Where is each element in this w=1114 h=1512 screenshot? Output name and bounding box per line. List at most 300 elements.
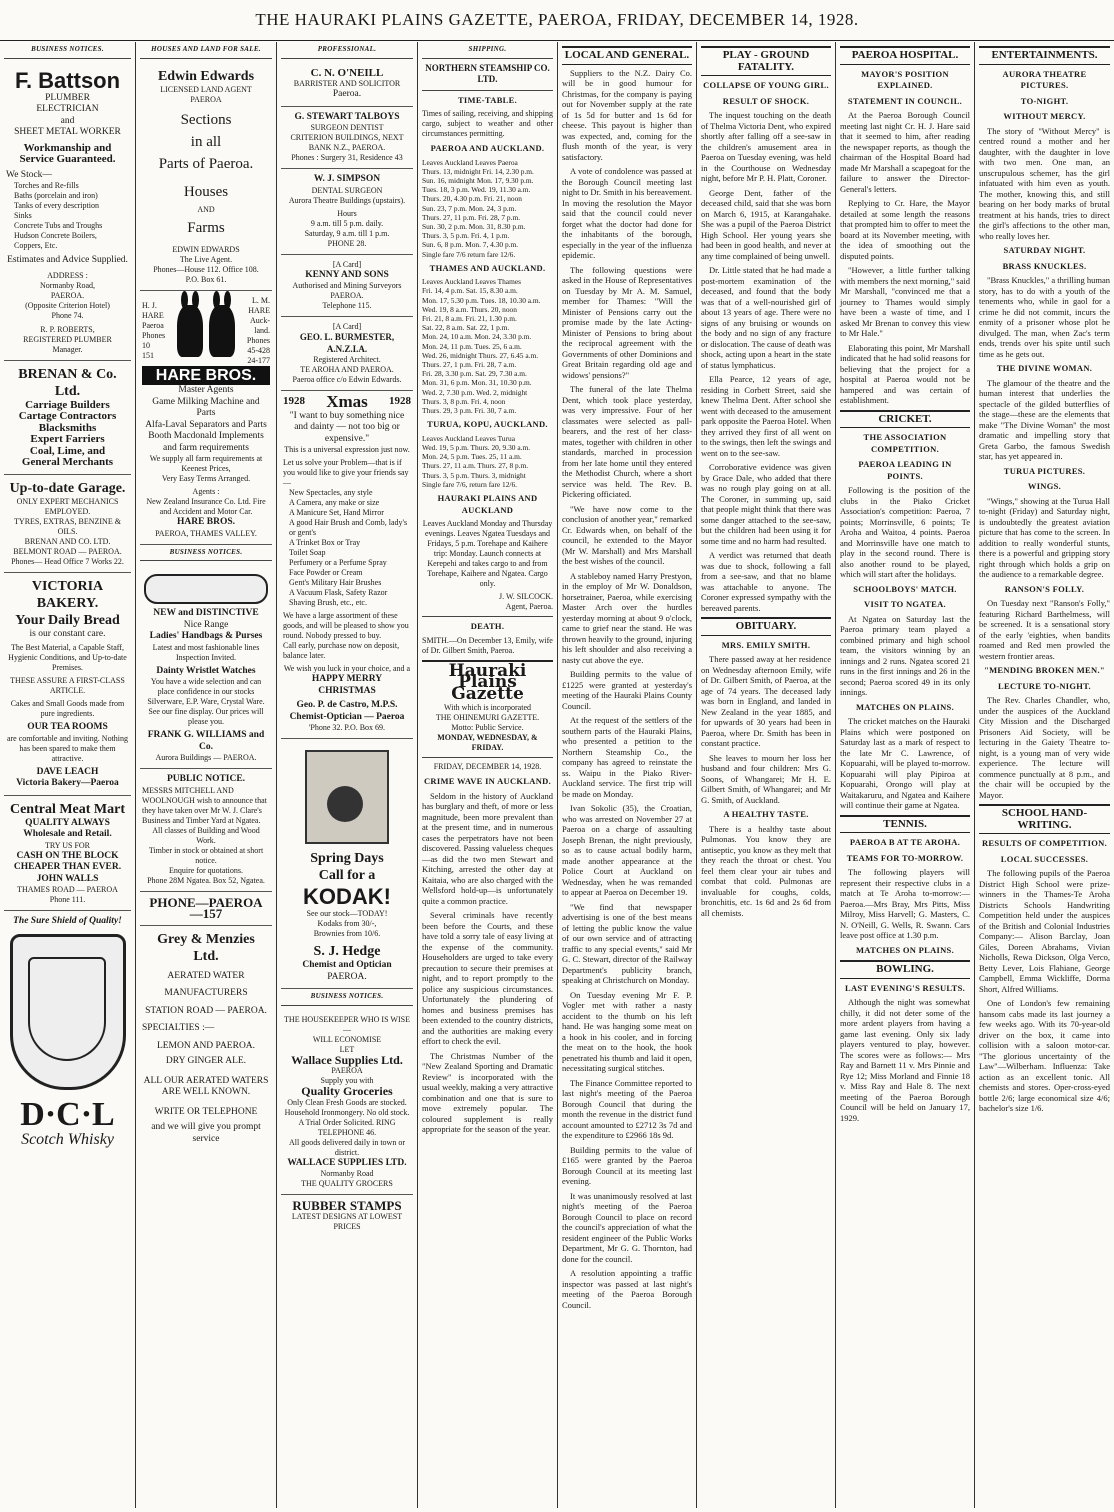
ad-line: Phones — [246, 335, 270, 345]
route-row: Sun. 6, 8 p.m. Mon. 7, 4.30 p.m. — [422, 240, 519, 250]
route-row: Sat. 22, 8 a.m. Sat. 22, 1 p.m. — [422, 323, 510, 333]
ad-line: Dainty Wristlet Watches — [156, 665, 256, 676]
burmester-card — [281, 317, 413, 391]
ad-line: THESE ASSURE A FIRST-CLASS ARTICLE. — [10, 676, 125, 695]
paragraph: A vote of condolence was passed at the Borough Council meeting last night to Dr. Smith in his bereavement. In moving the resolution the Mayor said that the council could never forget what the doctor had done for the inhabitants of the borough, especially in the year of the influenza epidemic. — [562, 166, 692, 260]
ad-line: Phones— Head Office 7 Works 22. — [11, 556, 124, 566]
ad-line: HAPPY MERRY CHRISTMAS — [311, 674, 383, 696]
article-body — [840, 997, 970, 1123]
article-subheading: LOCAL SUCCESSES. — [1000, 853, 1089, 864]
paragraph: A stableboy named Harry Prestyon, in the employ of Mr W. Donaldson, horsetrainer, Paeroa, while exercising Master Arch over the hurdles yesterday morning at about 9 o'clock, came to grief near the stand. He was thrown heavily to the ground, injuring his left shoulder and also receiving a nasty cut above the eye. — [562, 570, 692, 665]
ad-line: WRITE OR TELEPHONE — [154, 1106, 258, 1117]
advertiser-name: G. STEWART TALBOYS — [294, 111, 400, 122]
route-row: Fri. 14, 4 p.m. Sat. 15, 8.30 a.m. — [422, 286, 518, 296]
ad-line: DAVE LEACH — [36, 766, 99, 777]
route-row: Fri. 28, 3.30 p.m. Sat. 29, 7.30 a.m. — [422, 369, 527, 379]
ad-line: Booth Macdonald Implements and farm requirements — [148, 431, 264, 453]
advertiser-name: F. Battson — [14, 67, 121, 93]
article-subheading: A HEALTHY TASTE. — [723, 809, 809, 819]
ad-line: Phones — [142, 330, 166, 340]
article-subheading: MATCHES ON PLAINS. — [855, 944, 955, 955]
ad-line: PAEROA. — [327, 971, 367, 982]
paragraph: "Brass Knuckles," a thrilling human story, has to do with a youth of the tenements who, while in gaol for a crime he did not commit, incurs the enmity of a prisoner whose plot he divulged. The man, when Zac's term ends, trends over his spite until such time as he gets out. — [979, 275, 1110, 359]
ad-line: STATION ROAD — PAEROA. — [145, 1005, 267, 1016]
article-subheading: RANSON'S FOLLY. — [1004, 583, 1085, 594]
ad-line: Aurora Theatre Buildings (upstairs). — [288, 195, 406, 205]
ad-line: and we will give you prompt service — [151, 1122, 261, 1144]
article-heading: TENNIS. — [840, 815, 970, 834]
ad-line: land. — [254, 325, 270, 335]
article-body — [979, 598, 1110, 661]
route-title: THAMES AND AUCKLAND. — [429, 262, 546, 273]
article-heading: OBITUARY. — [701, 617, 831, 636]
paragraph: At Ngatea on Saturday last the Paeroa primary team played a combined primary and high school team, the visitors winning by an innings and 2 runs. Ngatea scored 21 runs in the first innings and 26 in the second; Paeroa scored 49 in its only innings. — [840, 613, 970, 697]
xmas-title: Xmas — [326, 392, 368, 411]
ad-line: 45-428 — [247, 345, 270, 355]
kodak-ad — [281, 739, 413, 989]
column-hospital-sport — [836, 42, 975, 1508]
article-subheading: RESULTS OF COMPETITION. — [981, 838, 1108, 848]
ad-line: [A Card] — [332, 259, 362, 269]
route-row: Wed. 19, 5 p.m. Thurs. 20, 9.30 a.m. — [422, 442, 531, 452]
ad-line: Ladies' Handbags & Purses — [149, 631, 263, 641]
ad-line: Chemist-Optician — Paeroa — [289, 711, 405, 722]
ad-line: See our stock—TODAY! — [306, 909, 388, 918]
article-subheading: VISIT TO NGATEA. — [864, 599, 946, 609]
ad-line: HARE — [142, 310, 164, 320]
stock-item: Sinks — [14, 211, 32, 220]
stock-item: Torches and Re-fills — [14, 181, 79, 190]
ad-line: NEW and DISTINCTIVE — [153, 608, 259, 618]
ad-line: Your Daily Bread — [15, 612, 120, 628]
article-body — [979, 695, 1110, 800]
paragraph: It was unanimously resolved at last night's meeting of the Paeroa Borough Council to place on record the council's appreciation of what the resident engineer of the Public Works Department, Mr G. G. Thornton, had done for the council. — [562, 1190, 692, 1264]
article-body — [840, 614, 970, 698]
ad-line: Call early, purchase now on deposit, balance later. — [283, 641, 400, 660]
ad-line: ELECTRICIAN — [36, 104, 99, 114]
ad-line: LATEST DESIGNS AT LOWEST PRICES — [291, 1211, 403, 1231]
ad-line: Latest and most fashionable lines Inspection Invited. — [152, 642, 260, 662]
ad-line: Chemist and Optician — [302, 960, 392, 970]
paragraph: Several criminals have recently been before the Courts, and these have told a sorry tale of easy living at the expense of the community. Householders are urged to take every precaution to secure their premises at night, and to report promptly to the police any suspicious circumstances. Unfortunately the plundering of homes and business premises has been extended to the country districts, and the authorities are making every effort to check the evil. — [422, 910, 553, 1046]
ad-line: Saturday, 9 a.m. till 1 p.m. — [304, 228, 390, 238]
nameplate-line: THE OHINEMURI GAZETTE. — [435, 713, 540, 722]
paragraph: The cricket matches on the Hauraki Plains which were postponed on Saturday last as a mark of respect to the late Mr C. Lawrence, of Kopuarahi, will be played to-morrow. Kopuarahi will play Pipiroa at Kopuarahi, Orongo will play at Waitakaruru, and Ngatea and Kaihere will continue their game at Ngatea. — [840, 716, 970, 810]
gift-item: A Manicure Set, Hand Mirror — [289, 508, 384, 517]
gift-item: A Trinket Box or Tray — [289, 538, 361, 547]
ad-line: TE AROHA AND PAEROA. — [300, 365, 394, 374]
year-label: 1928 — [283, 395, 305, 407]
ad-line: Enquire for quotations. — [169, 865, 243, 875]
newspaper-nameplate: Hauraki Plains Gazette — [448, 660, 527, 704]
year-label: 1928 — [389, 395, 411, 407]
death-notice: SMITH.—On December 13, Emily, wife of Dr. Gilbert Smith, Paeroa. — [422, 635, 553, 655]
edwards-ad — [140, 63, 272, 291]
advertiser-name: BRENAN & Co. Ltd. — [18, 366, 117, 399]
ad-line: PAEROA. — [330, 291, 364, 300]
ad-line: are comfortable and inviting. Nothing has been spared to make them attractive. — [6, 733, 129, 763]
ad-line: ADDRESS : — [47, 270, 88, 280]
article-subheading: BRASS KNUCKLES. — [1002, 260, 1087, 271]
article-body — [979, 998, 1110, 1114]
article-subheading: SATURDAY NIGHT. — [1003, 245, 1086, 255]
section-label: BUSINESS NOTICES. — [281, 989, 413, 1006]
brenan-ad — [4, 361, 131, 475]
ad-line: H. J. — [142, 300, 157, 310]
paragraph: One of London's few remaining hansom cabs made its last journey a few weeks ago. With its 70-year-old driver on the box, it came into collision with a saloon motor-car. "The glorious uncertainty of the Law"—Wilberham. Influenza: Take action as an excellent tonic. All chemists and stores. Oper-cross-eyed bottle 2/6; large economical size 4/6; bachelor's size 1/6. — [979, 998, 1110, 1113]
ad-line: Phones : Surgery 31, Residence 43 — [291, 153, 403, 162]
ad-line: Master Agents — [178, 385, 234, 395]
ad-line: Authorised and Mining Surveyors — [292, 281, 402, 290]
article-subheading: TO-NIGHT. — [1020, 95, 1069, 106]
ad-line: Brownies from 10/6. — [313, 929, 381, 938]
article-subheading: WINGS. — [1027, 481, 1062, 491]
stock-item: Hudson Concrete Boilers, — [14, 231, 97, 240]
ad-line: R. P. ROBERTS, — [40, 324, 95, 334]
ad-line: Phone 74. — [51, 310, 84, 320]
column-local-general — [558, 42, 697, 1508]
ad-line: Phones—House 112. Office 108. — [153, 264, 259, 274]
ad-line: DRY GINGER ALE. — [165, 1056, 247, 1066]
ad-line: Cartage Contractors — [18, 410, 117, 422]
grey-menzies-ad — [140, 926, 272, 1151]
article-body — [840, 485, 970, 580]
advertiser-name: Geo. P. de Castro, M.P.S. — [296, 700, 398, 710]
ad-line: CRITERION BUILDINGS, NEXT BANK N.Z., PAEROA. — [290, 133, 404, 152]
route-table — [422, 158, 553, 259]
ad-tagline: The Sure Shield of Quality! — [13, 916, 122, 926]
stock-item: Baths (porcelain and iron) — [14, 191, 98, 200]
paragraph: Elaborating this point, Mr Marshall indicated that he had solid reasons for believing that the project for a hospital at Paeroa would not be hampered and was certain of establishment. — [840, 342, 970, 405]
paragraph: Building permits to the value of £1225 were granted at yesterday's meeting of the Hauraki Plains County Council. — [562, 669, 692, 711]
paragraph: Ella Pearce, 12 years of age, residing in Corbett Street, said she knew Thelma Dent. After school she went with deceased to the amusement park opposite the Paeroa Hotel. When they arrived they first of all went on to the swings, then left the swings and went on to the see-saw. — [701, 374, 831, 458]
ad-line: The Live Agent. — [179, 254, 233, 264]
ad-line: We wish you luck in your choice, and a — [283, 664, 411, 673]
article-subheading: AURORA THEATRE PICTURES. — [1002, 68, 1087, 90]
paragraph: There is a healthy taste about Pulmonas. You know they are antiseptic, you know as they melt that they reach the throat or chest. You feel them clear your air tubes and combat that cold. Pulmonas are invaluable for coughs, colds, bronchitis, etc. 1s 6d and 2s 6d from all chemists. — [701, 823, 831, 918]
ad-line: and — [60, 115, 75, 126]
paragraph: The Rev. Charles Chandler, who, under the auspices of the Auckland City Mission and the Discharged Prisoners Aid Society, will be lecturing in the Gaiety Theatre to-night, is a young man of very wide experience. The lecture will commence punctually at 8 p.m., and the chair will be occupied by the Mayor. — [979, 695, 1110, 800]
paragraph: The funeral of the late Thelma Dent, which took place yesterday, was very impressive. Four of her classmates were selected as pall-bearers, and the rest of her class-mates, together with children in other standards, marched in procession from her late home until they entered the Methodist Church, where a short service was held. The Rev. B. Pickering officiated. — [562, 384, 692, 499]
ad-line: Phone 28M Ngatea. Box 52, Ngatea. — [147, 875, 265, 885]
paragraph: Replying to Cr. Hare, the Mayor detailed at some length the reasons that prompted him to offer to meet the board at its November meeting, with the idea of smoothing out the disputed points. — [840, 198, 970, 261]
gift-item: Gent's Military Hair Brushes — [289, 578, 382, 587]
ad-line: OUR TEA ROOMS — [27, 722, 108, 732]
article-body — [979, 868, 1110, 994]
meat-mart-ad — [4, 796, 131, 912]
article-body — [701, 824, 831, 919]
article-body — [422, 791, 553, 1135]
article-body — [562, 68, 692, 1311]
route-row: Mon. 31, 6 p.m. Mon. 31, 10.30 p.m. — [422, 378, 532, 388]
timetable-title: TIME-TABLE. — [457, 94, 518, 105]
ad-line: Phone 111. — [49, 895, 86, 904]
ad-line: Normanby Road, — [39, 280, 96, 290]
ad-line: Telephone 115. — [322, 301, 372, 310]
advertiser-name: Edwin Edwards — [157, 68, 255, 84]
route-row: Thurs. 27, 1 p.m. Fri. 28, 7 a.m. — [422, 360, 517, 370]
route-row: Single fare 7/6, return fare 12/6. — [422, 479, 518, 489]
advertiser-name: FRANK G. WILLIAMS and Co. — [147, 730, 265, 752]
route-row: Fri. 21, 8 a.m. Fri. 21, 1.30 p.m. — [422, 314, 517, 324]
ad-line: Nice Range — [183, 619, 229, 630]
route-row: Leaves Auckland Leaves Paeroa — [422, 157, 518, 167]
paragraph: The glamour of the theatre and the human interest that underlies the spectacle of the gilded butterflies of the stage—these are the elements that make "The Divine Woman" the most dramatic and impelling story that Greta Garbo, the famous Swedish star, has yet appeared in. — [979, 377, 1110, 461]
paragraph: Following is the position of the clubs in the Piako Cricket Association's competition: Paeroa, 7 points; Morrinsville, 6 points; Te Aroha and Waitoa, 4 points. Paeroa and Morrinsville have one match to play in the second round. There is also another round to be played, which will start after the holidays. — [840, 485, 970, 579]
paragraph: The inquest touching on the death of Thelma Victoria Dent, who expired shortly after falling off a see-saw in the children's amusement area in Paeroa on Tuesday evening, was held in the Courthouse on Wednesday night, before Mr P. H. Platt, Coroner. — [701, 110, 831, 183]
ad-line: PAEROA — [190, 94, 222, 104]
ad-line: in all — [190, 133, 222, 150]
paragraph: Seldom in the history of Auckland has burglary and theft, of more or less magnitude, been more prevalent than at the present time, and in numerous cases the perpetrators have not been discovered. Passing valueless cheques—as did the two men Stewart and Kitching, arrested the other day at Kaitaia, who are also charged with the Wellsford hold-up—is unfortunately quite a common practice. — [422, 790, 553, 906]
ad-line: HARE BROS. — [176, 517, 236, 527]
paragraph: Corroborative evidence was given by Grace Dale, who added that there was no rough play going on at all. The Coroner, in summing up, said that people might think that there was some danger attached to the see-saw, but the children had been using it for some time and no harm had resulted. — [701, 462, 831, 546]
ad-line: See our fine display. Our prices will please you. — [148, 707, 264, 726]
route-row: Wed. 26, midnight Thurs. 27, 6.45 a.m. — [422, 350, 539, 360]
stock-item: Tanks of every description — [14, 201, 99, 210]
ad-line: [A Card] — [332, 322, 362, 331]
stock-item: Coppers, Etc. — [14, 241, 58, 250]
ad-tagline: Workmanship and Service Guaranteed. — [19, 141, 116, 165]
route-row: Thurs. 27, 11 p.m. Fri. 28, 7 p.m. — [422, 212, 521, 222]
route-row: Leaves Auckland Leaves Turua — [422, 433, 515, 443]
paragraph: George Dent, father of the deceased child, said that she was born on March 6, 1915, at Karangahake. She was a pupil of the Paeroa District High School. Her young years she had been in good health, and never at any time complained of being unwell. — [701, 187, 831, 261]
ad-line: 'Phone 32. P.O. Box 69. — [308, 723, 386, 732]
ad-line: THAMES ROAD — PAEROA — [17, 885, 118, 894]
agent-title: Agent, Paeroa. — [505, 602, 553, 611]
article-heading: BOWLING. — [840, 960, 970, 979]
route-table — [422, 277, 553, 415]
section-label: SHIPPING. — [422, 42, 553, 59]
article-body — [979, 496, 1110, 580]
ad-line: L. M. — [252, 295, 270, 305]
ad-line: EDWIN EDWARDS — [172, 244, 240, 254]
watch-icon — [144, 574, 268, 604]
advertiser-name: Grey & Menzies — [157, 931, 255, 947]
route-row: Thurs. 20, 4.30 p.m. Fri. 21, noon — [422, 194, 522, 204]
article-subheading: TEAMS FOR TO-MORROW. — [846, 852, 964, 863]
timetable-notice: Times of sailing, receiving, and shipping cargo, subject to weather and other circumstances permitting. — [422, 109, 553, 138]
ad-line: This is a universal expression just now. — [284, 445, 410, 454]
section-label: PROFESSIONAL. — [281, 42, 413, 59]
hare-bros-ad — [140, 291, 272, 545]
ad-line: LET — [339, 1044, 355, 1054]
ad-line: Registered Architect. — [313, 355, 381, 364]
ad-line: WALLACE SUPPLIES LTD. — [287, 1157, 407, 1168]
ad-line: Kodaks from 30/-, — [317, 919, 377, 928]
ad-line: General Merchants — [21, 456, 114, 468]
death-heading: DEATH. — [470, 621, 505, 631]
route-row: Thurs. 3, 5 p.m. Fri. 4, 1 p.m. — [422, 231, 510, 241]
ad-line: "I want to buy something nice and dainty — not too big or expensive." — [289, 410, 405, 444]
ad-line: 9 a.m. till 5 p.m. daily. — [310, 218, 384, 228]
ad-line: Spring Days — [310, 851, 384, 866]
article-subheading: THE DIVINE WOMAN. — [996, 363, 1093, 373]
section-label: BUSINESS NOTICES. — [4, 42, 131, 59]
ad-line: THE QUALITY GROCERS — [301, 1179, 393, 1188]
ad-line: PLUMBER — [45, 92, 90, 103]
column-houses-land — [136, 42, 277, 1508]
column-shipping — [418, 42, 558, 1508]
route-row: Wed. 2, 7.30 p.m. Wed. 2, midnight — [422, 387, 528, 397]
route-row: Thurs. 27, 11 a.m. Thurs. 27, 8 p.m. — [422, 461, 529, 471]
ad-line: JOHN WALLS — [36, 873, 99, 884]
column-professional — [277, 42, 418, 1508]
route-row: Mon. 24, 5 p.m. Tues. 25, 11 a.m. — [422, 452, 522, 462]
dcl-ad — [4, 911, 131, 1150]
ad-line: AERATED WATER — [167, 970, 245, 981]
ad-line: New Zealand Insurance Co. Ltd. Fire and Accident and Motor Car. — [146, 497, 266, 516]
ad-line: Estimates and Advice Supplied. — [7, 255, 128, 265]
article-body — [840, 716, 970, 811]
ad-line: BRENAN AND CO. LTD. — [24, 536, 111, 546]
article-body — [701, 654, 831, 805]
gift-item: New Spectacles, any style — [289, 488, 373, 497]
ad-line: All classes of Building and Wood Work. — [152, 825, 260, 845]
ad-line: Game Milking Machine and Parts — [152, 396, 260, 418]
ad-line: WILL ECONOMISE — [312, 1034, 382, 1044]
advertiser-name: VICTORIA BAKERY. — [31, 578, 104, 611]
paragraph: Building permits to the value of £165 were granted by the Paeroa Borough Council at its meeting last evening. — [562, 1144, 692, 1186]
paragraph: "We find that newspaper advertising is one of the best means of letting the public know the value of our own service and of attracting traffic to any special events," said Mr G. C. Stewart, director of the Railway Department's publicity branch, speaking at Christchurch on Monday. — [562, 901, 692, 985]
ad-line: Scotch Whisky — [21, 1130, 114, 1148]
section-label: HOUSES AND LAND FOR SALE. — [140, 42, 272, 59]
paragraph: The following questions were asked in the House of Representatives on Tuesday by Mr A. M. Samuel, member for Thames: "Will the Minister of Pensions carry out the promise made by the late Acting-Minister of Pensions to bring about the reciprocal agreement with the Governments of other Dominions and Great Britain regarding old age and widows' pensions?" — [562, 264, 692, 380]
paragraph: "However, a little further talking with members the next morning," said Mr Marshall, "convinced me that a journey to Thames would simply have been a waste of time, and I asked Mr Brenan to convey this view to Mr Hale." — [840, 265, 971, 338]
ad-line: Sections — [180, 111, 232, 128]
ad-line: Ltd. — [193, 948, 219, 964]
column-playground-fatality — [697, 42, 836, 1508]
bakery-ad — [4, 573, 131, 796]
ad-line: MESSRS MITCHELL AND WOOLNOUGH wish to announce that they have taken over Mr W. J. Clare's Business and Timber Yard at Ngatea. — [142, 785, 267, 825]
ad-line: 10 — [142, 340, 150, 350]
article-subheading: RESULT OF SHOCK. — [722, 95, 810, 106]
paragraph: A verdict was returned that death was due to shock, following a fall from a see-saw, and that no blame was attachable to anyone. The Coroner expressed sympathy with the bereaved parents. — [701, 550, 831, 613]
column-business-notices — [0, 42, 136, 1508]
article-subheading: TURUA PICTURES. — [1003, 465, 1086, 476]
kenny-card — [281, 255, 413, 318]
article-body — [979, 275, 1110, 359]
advertiser-name: Central Meat Mart — [9, 801, 126, 817]
ad-line: Manager. — [52, 344, 83, 354]
ad-line: HARE — [248, 305, 270, 315]
route-row: Sun. 16, midnight Mon. 17, 9.30 p.m. — [422, 175, 534, 185]
paragraph: There passed away at her residence on Wednesday afternoon Emily, wife of Dr. Gilbert Smith, of Paeroa, at the age of 74 years. The deceased lady was born in England, and landed in New Zealand in the year 1885, and for upwards of 30 years had been in Paeroa, where Dr. Smith has been in constant practice. — [701, 654, 831, 748]
article-heading: CRICKET. — [840, 410, 970, 429]
route-title: HAURAKI PLAINS AND AUCKLAND — [437, 493, 538, 515]
masthead: THE HAURAKI PLAINS GAZETTE, PAEROA, FRIDAY, DECEMBER 14, 1928. — [0, 0, 1114, 41]
oneill-card — [281, 63, 413, 107]
article-heading: SCHOOL HAND-WRITING. — [979, 804, 1110, 834]
paragraph: The following players will represent their respective clubs in a match at Te Aroha to-morrow:— Paeroa.—Mrs Bray, Mrs Pitts, Miss Milroy, Miss Harvell; G. Masters, C. N. O'Neill, G. Wells, R. Swann. Cars leave post office at 1.30 p.m. — [840, 867, 970, 940]
ad-line: ALL OUR AERATED WATERS ARE WELL KNOWN. — [143, 1075, 269, 1097]
camera-icon — [305, 750, 389, 844]
article-subheading: WITHOUT MERCY. — [1003, 111, 1086, 121]
ad-line: AND — [197, 204, 215, 214]
ad-line: QUALITY ALWAYS — [25, 817, 110, 828]
wallace-ad — [281, 1010, 413, 1196]
paragraph: She leaves to mourn her loss her husband and four children: Mrs G. Soons, of Whangarei; Mr H. E. Gilbert Smith, of Whangarei; and Mr G. Smith, of Auckland. — [701, 752, 831, 805]
ad-line: PAEROA. — [50, 290, 85, 300]
route-row: Leaves Auckland Leaves Thames — [422, 277, 521, 287]
route-title: TURUA, KOPU, AUCKLAND. — [427, 419, 548, 430]
ad-line: Wholesale and Retail. — [23, 829, 112, 839]
ad-line: Coal, Lime, and — [29, 444, 106, 457]
ad-line: SURGEON DENTIST — [310, 123, 384, 132]
ad-line: Aurora Buildings — PAEROA. — [155, 753, 257, 762]
notice-heading: PUBLIC NOTICE. — [166, 774, 246, 784]
article-heading: CRIME WAVE IN AUCKLAND. — [423, 776, 552, 786]
paragraph: At the Paeroa Borough Council meeting last night Cr. H. J. Hare said that it seemed to him, after reading the newspaper reports, as though the chairman of the Hospital Board had made Mr Marshall a scapegoat for the failure to answer the Director-General's letters. — [840, 110, 970, 194]
ad-line: CHEAPER THAN EVER. — [13, 862, 122, 872]
ad-line: 151 — [142, 350, 154, 360]
phone-number: PHONE—PAEROA —157 — [140, 892, 272, 926]
ad-line: Timber in stock or obtained at short notice. — [148, 845, 264, 865]
ad-line: Only Clean Fresh Goods are stocked. — [287, 1097, 407, 1107]
paragraph: "We have now come to the conclusion of another year," remarked Cr. Edwards when, on behalf of the council, he extended to the Mayor (Mr W. Marshall) and Mrs Marshall the best wishes of the council. — [562, 503, 692, 566]
ad-line: Household Ironmongery. No old stock. — [284, 1107, 410, 1117]
ad-line: Paeroa — [142, 320, 164, 330]
paragraph: At the request of the settlers of the southern parts of the Hauraki Plains, who presented a petition to the Northern Steamship Co., the company has agreed to reinstate the ss. Waipu in the Piako River-Auckland service. The first trip will be made on Monday. — [562, 715, 692, 799]
garage-ad — [4, 475, 131, 573]
ad-line: DENTAL SURGEON — [311, 185, 383, 195]
advertiser-name: GEO. L. BURMESTER, A.N.Z.I.A. — [299, 332, 395, 354]
ad-line: SPECIALTIES :— — [142, 1023, 215, 1033]
route-row: Thurs. 3, 8 p.m. Fri. 4, noon — [422, 396, 506, 406]
advertiser-name: C. N. O'NEILL — [310, 66, 384, 79]
ad-line: Carriage Builders — [25, 398, 110, 411]
ad-line: Alfa-Laval Separators and Parts — [145, 419, 267, 430]
nameplate-line: MONDAY, WEDNESDAY, & FRIDAY. — [437, 733, 538, 752]
public-notice — [140, 769, 272, 892]
ad-line: PAEROA, THAMES VALLEY. — [155, 528, 257, 538]
article-subheading: SCHOOLBOYS' MATCH. — [853, 583, 957, 594]
article-subheading: COLLAPSE OF YOUNG GIRL. — [703, 80, 829, 90]
ad-line: Silverware, E.P. Ware, Crystal Ware. — [147, 697, 265, 706]
battson-ad — [4, 63, 131, 361]
article-body — [840, 110, 970, 406]
nameplate-line: With which is incorporated — [444, 703, 531, 712]
ad-line: Hours — [337, 208, 357, 218]
article-heading: PAEROA HOSPITAL. — [840, 46, 970, 65]
paragraph: "Wings," showing at the Turua Hall to-night (Friday) and Saturday night, is undoubtedly the greatest aviation picture that has come to the screen. In addition to really wonderful stunts, there is a powerful and gripping story right through which holds a grip on the audience to a remarkable degree. — [979, 495, 1110, 579]
paragraph: A resolution appointing a traffic inspector was passed at last night's meeting of the Paeroa Borough Council. — [562, 1268, 692, 1310]
shield-emblem-icon — [10, 934, 126, 1090]
stock-item: Concrete Tubs and Troughs — [14, 221, 103, 230]
simpson-card — [281, 169, 413, 255]
route-text: Leaves Auckland Monday and Thursday evenings. Leaves Ngatea Tuesdays and Fridays, 5 p.m. Torehape and Kaihere trip: Monday. Launch connects at Kerepehi and takes cargo to and from Torehape, Kaihere and Ngatea. Cargo only. — [422, 519, 553, 588]
article-subheading: PAEROA B AT TE AROHA. — [849, 837, 961, 847]
gift-item: A Vacuum Flask, Safety Razor — [289, 588, 388, 597]
route-row: Wed. 19, 8 a.m. Thurs. 20, noon — [422, 304, 517, 314]
route-row: Single fare 7/6 return fare 12/6. — [422, 249, 516, 259]
route-table — [422, 434, 553, 489]
ad-line: Blacksmiths — [38, 421, 97, 434]
ad-line: Agents : — [192, 487, 220, 496]
article-heading: ENTERTAINMENTS. — [979, 46, 1110, 65]
article-subheading: THE ASSOCIATION COMPETITION. — [863, 432, 947, 454]
agent-name: J. W. SILCOCK. — [498, 592, 553, 601]
ad-line: LICENSED LAND AGENT — [160, 84, 252, 94]
route-row: Tues. 18, 3 p.m. Wed. 19, 11.30 a.m. — [422, 185, 531, 195]
advertiser-name: Up-to-date Garage. — [9, 480, 126, 496]
paragraph: The story of "Without Mercy" is centred round a mother and her daughter, with the daughter in love with two men. One man, an unscrupulous schemer, has the girl infatuated with him even as youth. The mother, knowing this, and still bearing on her body marks of brutal treatment at his hands, tries to direct the girl's affections to the other man, who really loves her. — [979, 125, 1110, 241]
ad-line: SHEET METAL WORKER — [14, 127, 121, 137]
ad-line: TRY US FOR — [44, 840, 91, 850]
gift-item: Shaving Brush, etc., etc. — [289, 598, 367, 607]
ad-line: REGISTERED PLUMBER — [23, 334, 112, 344]
ad-line: PHONE 28. — [327, 238, 367, 248]
brand-name: HARE BROS. — [142, 366, 270, 386]
